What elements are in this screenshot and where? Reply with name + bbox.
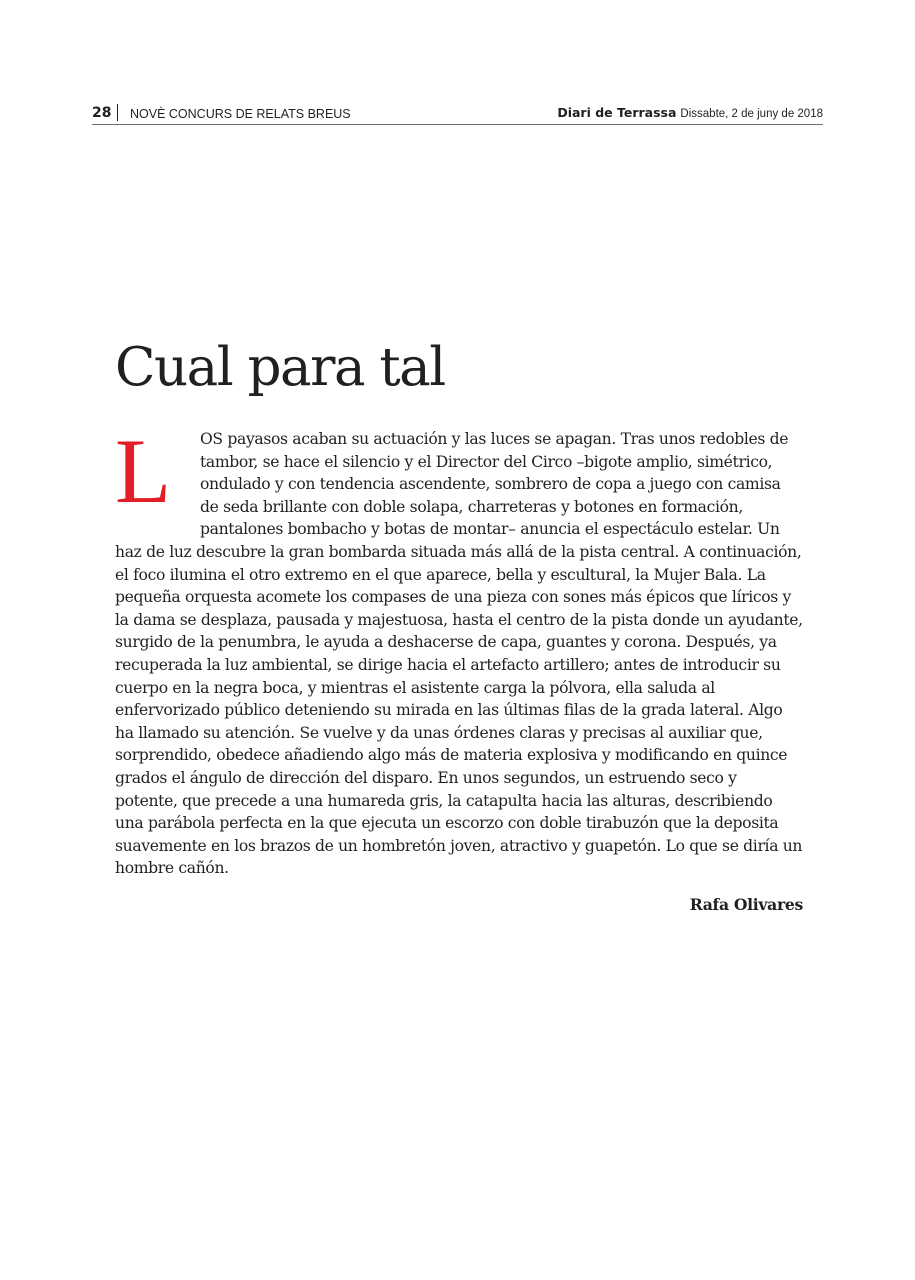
header-divider (117, 104, 118, 121)
page-number: 28 (92, 105, 112, 121)
publication-info (557, 105, 823, 122)
drop-cap: L (115, 420, 171, 522)
author-byline: Rafa Olivares (689, 894, 803, 914)
story-body (115, 420, 803, 880)
story (115, 336, 803, 916)
story-text: OS payasos acaban su actuación y las luces se apagan. Tras unos redobles de tambor, se hace el silencio y el Director del Circo –bigote amplio, simétrico, ondulado y con tendencia ascendente, sombrero de copa a juego con camisa de seda brillante con doble solapa, charreteras y botones en formación, pantalones bombacho y botas de montar– anuncia el espectáculo estelar. Un haz de luz descubre la gran bombarda situada más allá de la pista central. A continuación, el foco ilumina el otro extremo en el que aparece, bella y escultural, la Mujer Bala. La pequeña orquesta acomete los compases de una pieza con sones más épicos que líricos y la dama se desplaza, pausada y majestuosa, hasta el centro de la pista donde un ayudante, surgido de la penumbra, le ayuda a deshacerse de capa, guantes y corona. Después, ya recuperada la luz ambiental, se dirige hacia el artefacto artillero; antes de introducir su cuerpo en la negra boca, y mientras el asistente carga la pólvora, ella saluda al enfervorizado público deteniendo su mirada en las últimas filas de la grada lateral. Algo ha llamado su atención. Se vuelve y da unas órdenes claras y precisas al auxiliar que, sorprendido, obedece añadiendo algo más de materia explosiva y modificando en quince grados el ángulo de dirección del disparo. En unos segundos, un estruendo seco y potente, que precede a una humareda gris, la catapulta hacia las alturas, describiendo una parábola perfecta en la que ejecuta un escorzo con doble tirabuzón que la deposita suavemente en los brazos de un hombretón joven, atractivo y guapetón. Lo que se diría un hombre cañón. (115, 430, 803, 878)
running-header (92, 102, 823, 125)
section-title: NOVÈ CONCURS DE RELATS BREUS (130, 107, 351, 121)
story-title: Cual para tal (115, 337, 445, 398)
newspaper-name: Diari de Terrassa (557, 105, 677, 120)
issue-date: Dissabte, 2 de juny de 2018 (680, 108, 823, 120)
